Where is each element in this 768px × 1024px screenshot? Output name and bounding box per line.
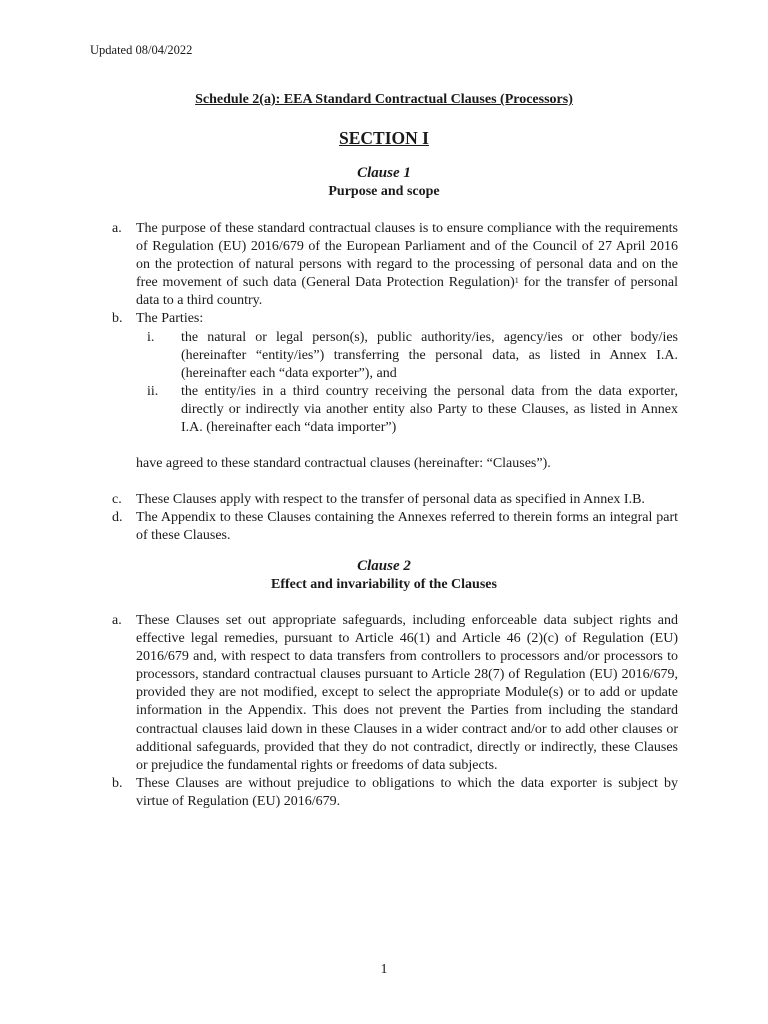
updated-date: Updated 08/04/2022 <box>90 43 193 57</box>
clause-1-body <box>0 220 768 546</box>
list-marker: i. <box>147 329 155 345</box>
list-item-text: These Clauses are without prejudice to obligations to which the data exporter is subject by virtue of Regulation (EU) 2016/679. <box>136 775 678 809</box>
clause-2-body <box>0 612 768 811</box>
list-marker: a. <box>112 221 122 236</box>
clause-1-subitem-ii <box>0 383 768 437</box>
clause-1-heading: Clause 1 <box>357 165 411 181</box>
clause-1-item-c <box>0 491 768 509</box>
list-item-text: These Clauses set out appropriate safeguards, including enforceable data subject rights and effective legal remedies, pursuant to Article 46(1) and Article 46 (2)(c) of Regulation (EU) 2016/679 and, with respect to data transfers from controllers to processors and/or processors to processors, standard contractual clauses pursuant to Article 28(7) of Regulation (EU) 2016/679, provided they are not modified, except to select the appropriate Module(s) or to add or update information in the Appendix. This does not prevent the Parties from including the standard contractual clauses laid down in these Clauses in a wider contract and/or to add other clauses or additional safeguards, provided that they do not contradict, directly or indirectly, these Clauses or prejudice the fundamental rights or freedoms of data subjects. <box>136 613 678 773</box>
clause-1-subitem-i <box>0 329 768 383</box>
list-marker: b. <box>112 311 123 327</box>
list-marker: a. <box>112 613 122 628</box>
list-marker: d. <box>112 510 123 526</box>
clause-1-item-b <box>0 310 768 328</box>
list-item-text: These Clauses apply with respect to the transfer of personal data as specified in Annex I.B. <box>136 492 645 508</box>
clause-1-item-d <box>0 509 768 545</box>
clause-1-subheading: Purpose and scope <box>328 184 440 199</box>
clause-2-item-b <box>0 775 768 811</box>
footnote-ref: 1 <box>514 276 519 286</box>
list-item-text: The purpose of these standard contractual clauses is to ensure compliance with the requirements of Regulation (EU) 2016/679 of the European Parliament and of the Council of 27 April 2016 on the protection of natural persons with regard to the processing of personal data and on the free movement of such data (General Data Protection Regulation)$^1$ for the transfer of personal data to a third country. <box>136 221 678 309</box>
agreed-paragraph: have agreed to these standard contractual clauses (hereinafter: “Clauses”). <box>136 456 551 472</box>
list-marker: b. <box>112 775 123 791</box>
clause-2-subheading: Effect and invariability of the Clauses <box>271 577 497 592</box>
page-number: 1 <box>380 962 388 977</box>
clause-2-heading: Clause 2 <box>357 558 411 574</box>
list-marker: c. <box>112 492 122 508</box>
section-title: SECTION I <box>339 128 429 148</box>
clause-1-item-a <box>0 220 768 310</box>
schedule-title: Schedule 2(a): EEA Standard Contractual Clauses (Processors) <box>195 92 573 107</box>
list-marker: ii. <box>147 383 159 399</box>
list-item-text: The Parties: <box>136 311 204 327</box>
list-item-text: The Appendix to these Clauses containing the Annexes referred to therein forms an integral part of these Clauses. <box>136 510 678 544</box>
clause-2-item-a <box>0 612 768 775</box>
list-item-text: the natural or legal person(s), public authority/ies, agency/ies or other body/ies (hereinafter “entity/ies”) transferring the personal data, as listed in Annex I.A. (hereinafter each “data exporter”), and <box>181 329 678 381</box>
list-item-text: the entity/ies in a third country receiving the personal data from the data exporter, directly or indirectly via another entity also Party to these Clauses, as listed in Annex I.A. (hereinafter each “data importer”) <box>181 383 678 436</box>
